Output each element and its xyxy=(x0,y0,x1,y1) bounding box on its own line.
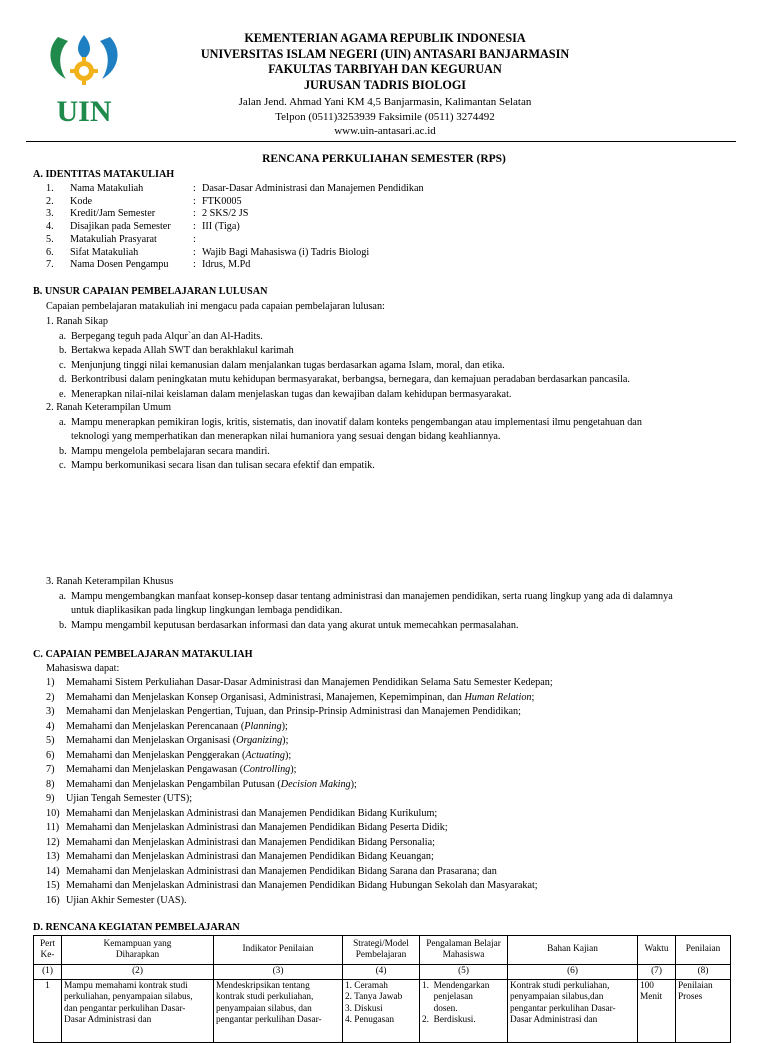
table-header-cell xyxy=(420,936,508,965)
course-outcome-term: Decision Making xyxy=(280,778,351,790)
table-row-cell xyxy=(420,979,508,1042)
table-cell-line: penjelasan xyxy=(422,992,473,1002)
course-outcome-text xyxy=(66,851,434,864)
table-row-cell xyxy=(343,979,420,1042)
identity-value: Dasar-Dasar Administrasi dan Manajemen Pendidikan xyxy=(202,183,424,194)
course-outcome-number: 1) xyxy=(46,677,55,688)
table-cell-line: pengantar perkulihan Dasar- xyxy=(216,1015,322,1025)
identity-label: Kode xyxy=(70,195,93,207)
course-outcome-main: Memahami dan Menjelaskan Administrasi dan Manajemen Pendidikan Bidang Sarana dan Prasarana; dan xyxy=(66,865,497,877)
outcome-item-text: Bertakwa kepada Allah SWT dan berakhlakul karimah xyxy=(71,345,294,357)
table-column-number: (6) xyxy=(508,965,638,980)
table-header-cell xyxy=(638,936,676,965)
course-outcome-number: 11) xyxy=(46,822,60,833)
table-column-number: (5) xyxy=(420,965,508,980)
letterhead-line: UNIVERSITAS ISLAM NEGERI (UIN) ANTASARI BANJARMASIN xyxy=(200,46,570,61)
identity-number: 3. xyxy=(46,208,54,220)
outcome-item-marker: c. xyxy=(59,460,67,472)
logo-green-arc xyxy=(50,37,68,79)
outcome-group-title: 1. Ranah Sikap xyxy=(46,316,108,327)
table-cell-line: pengantar perkulihan Dasar- xyxy=(510,1003,616,1014)
table-cell-line: 2. Tanya Jawab xyxy=(345,992,403,1002)
course-outcome-number: 4) xyxy=(46,720,55,732)
table-column-number: (8) xyxy=(676,965,731,980)
table-cell-line: Mendeskripsikan tentang xyxy=(216,980,310,991)
course-outcome-number: 12) xyxy=(46,836,60,848)
course-outcome-number: 3) xyxy=(46,706,55,717)
address-line: Jalan Jend. Ahmad Yani KM 4,5 Banjarmasin, Kalimantan Selatan xyxy=(238,96,532,108)
course-outcome-number: 9) xyxy=(46,793,55,804)
course-outcome-number: 6) xyxy=(46,749,55,761)
identity-separator: : xyxy=(193,183,196,194)
course-outcome-main: Memahami Sistem Perkuliahan Dasar-Dasar Administrasi dan Manajemen Pendidikan Selama Satu Semester Kedepan; xyxy=(66,677,553,688)
identity-label: Nama Matakuliah xyxy=(70,183,144,194)
course-outcome-text xyxy=(66,822,448,835)
outcome-item-marker: b. xyxy=(59,345,67,357)
website-line: www.uin-antasari.ac.id xyxy=(334,125,436,137)
course-outcome-term: Organizing xyxy=(236,735,283,746)
table-cell-line: kontrak studi perkuliahan, xyxy=(216,992,314,1002)
outcome-item-text: Mampu berkomunikasi secara lisan dan tulisan secara efektif dan empatik. xyxy=(71,460,375,472)
table-cell-line: penyampaian silabus,dan xyxy=(510,992,604,1002)
table-header-line: Ke- xyxy=(40,950,55,960)
identity-value: FTK0005 xyxy=(202,195,242,207)
section-b-heading: B. UNSUR CAPAIAN PEMBELAJARAN LULUSAN xyxy=(33,286,268,297)
table-row-cell xyxy=(214,979,343,1042)
section-c-heading: C. CAPAIAN PEMBELAJARAN MATAKULIAH xyxy=(33,649,253,660)
table-cell-line: dosen. xyxy=(422,1003,458,1014)
course-outcome-number: 13) xyxy=(46,851,60,862)
identity-value: Wajib Bagi Mahasiswa (i) Tadris Biologi xyxy=(202,246,370,258)
logo-gold-star xyxy=(70,57,98,85)
table-column-number: (3) xyxy=(214,965,343,980)
course-outcome-number: 15) xyxy=(46,880,60,891)
table-cell-line: Dasar Administrasi dan xyxy=(64,1015,152,1025)
outcome-item-text: teknologi yang memperhatikan dan menerapkan nilai humaniora yang sesuai dengan bidang keahliannya. xyxy=(71,431,501,443)
course-outcome-main: Memahami dan Menjelaskan Administrasi dan Manajemen Pendidikan Bidang Peserta Didik; xyxy=(66,822,448,833)
table-row-cell xyxy=(676,979,731,1042)
table-cell-line: Kontrak studi perkuliahan, xyxy=(510,980,610,991)
course-outcome-main: Memahami dan Menjelaskan Administrasi dan Manajemen Pendidikan Bidang Keuangan; xyxy=(66,851,434,862)
outcome-group-title: 2. Ranah Keterampilan Umum xyxy=(46,402,172,413)
course-outcome-term: Human Relation xyxy=(464,691,532,703)
outcome-item-text: Menjunjung tinggi nilai kemanusian dalam menjalankan tugas berdasarkan agama Islam, moral, dan etika. xyxy=(71,359,505,371)
course-outcome-suffix: ); xyxy=(350,778,357,790)
course-outcome-text xyxy=(66,793,192,806)
table-header-cell xyxy=(676,936,731,965)
table-header-line: Bahan Kajian xyxy=(547,944,598,955)
letterhead xyxy=(150,31,620,139)
table-header-cell xyxy=(343,936,420,965)
identity-separator: : xyxy=(193,259,196,271)
uin-logo xyxy=(36,29,132,125)
course-outcome-text xyxy=(66,808,437,821)
table-cell-line: Mampu memahami kontrak studi xyxy=(64,980,188,991)
table-header-line: Waktu xyxy=(644,944,669,955)
identity-separator: : xyxy=(193,195,196,207)
course-outcome-main: Memahami dan Menjelaskan Pengambilan Putusan ( xyxy=(66,778,281,790)
table-column-number: (4) xyxy=(343,965,420,980)
table-cell-line: 1. Mendengarkan xyxy=(422,980,490,991)
identity-number: 7. xyxy=(46,259,54,271)
table-column-number: (7) xyxy=(638,965,676,980)
identity-number: 5. xyxy=(46,233,54,245)
section-a-heading: A. IDENTITAS MATAKULIAH xyxy=(33,169,175,180)
table-cell-line: 4. Penugasan xyxy=(345,1015,395,1025)
table-header-line: Mahasiswa xyxy=(442,950,485,960)
course-outcome-text xyxy=(66,677,553,690)
course-outcome-text xyxy=(66,895,187,908)
course-outcome-text xyxy=(66,750,291,763)
identity-value: III (Tiga) xyxy=(202,221,240,233)
course-outcome-number: 16) xyxy=(46,894,60,906)
outcome-item-text: untuk diaplikasikan pada lingkup lingkungan lembaga pendidikan. xyxy=(71,605,343,617)
course-outcome-main: Memahami dan Menjelaskan Pengawasan ( xyxy=(66,764,244,775)
identity-separator: : xyxy=(193,233,196,245)
identity-number: 4. xyxy=(46,221,54,233)
course-outcome-suffix: ); xyxy=(284,749,292,761)
outcome-item-text: Mampu mengembangkan manfaat konsep-konsep dasar tentang administrasi dan manajemen pendidikan, serta ruang lingkup yang ada di dalamnya xyxy=(71,590,673,602)
letterhead-line: FAKULTAS TARBIYAH DAN KEGURUAN xyxy=(268,62,502,76)
course-outcome-term: Actuating xyxy=(245,749,285,761)
table-header-line: Kemampuan yang xyxy=(103,938,172,949)
course-outcome-number: 10) xyxy=(46,807,60,819)
table-column-number: (1) xyxy=(34,965,62,980)
course-outcome-text xyxy=(66,692,534,705)
course-outcome-text xyxy=(66,721,288,734)
table-row-cell xyxy=(62,979,214,1042)
outcome-item-marker: e. xyxy=(59,389,67,400)
course-outcome-main: Memahami dan Menjelaskan Perencanaan ( xyxy=(66,720,245,732)
outcome-group-title: 3. Ranah Keterampilan Khusus xyxy=(46,576,174,587)
identity-value: 2 SKS/2 JS xyxy=(202,208,249,220)
table-header-line: Indikator Penilaian xyxy=(242,944,314,955)
course-outcome-term: Controlling xyxy=(243,764,291,775)
table-cell-line: Menit xyxy=(640,992,663,1002)
course-outcome-number: 2) xyxy=(46,691,55,703)
identity-separator: : xyxy=(193,221,196,233)
table-row-cell xyxy=(638,979,676,1042)
outcome-item-marker: b. xyxy=(59,445,67,457)
letterhead-line: KEMENTERIAN AGAMA REPUBLIK INDONESIA xyxy=(244,31,526,45)
table-cell-line: 1. Ceramah xyxy=(345,980,388,991)
letterhead-line: JURUSAN TADRIS BIOLOGI xyxy=(303,77,467,92)
outcome-item-text: Berkontribusi dalam peningkatan mutu kehidupan bermasyarakat, berbangsa, bernegara, dan kemajuan peradaban berdasarkan pancasila. xyxy=(71,374,630,386)
course-outcome-number: 8) xyxy=(46,778,55,790)
logo-blue-drop xyxy=(78,35,90,59)
table-header-line: Penilaian xyxy=(685,944,721,955)
table-header-line: Diharapkan xyxy=(115,950,160,960)
course-outcome-main: Ujian Akhir Semester (UAS). xyxy=(66,894,187,906)
table-cell-line: 100 xyxy=(640,980,654,991)
course-outcome-suffix: ); xyxy=(282,735,289,746)
table-header-cell xyxy=(508,936,638,965)
table-row-cell xyxy=(508,979,638,1042)
logo-text: UIN xyxy=(56,95,112,125)
table-header-cell xyxy=(62,936,214,965)
course-outcome-text xyxy=(66,764,297,777)
identity-separator: : xyxy=(193,246,196,258)
table-column-number: (2) xyxy=(62,965,214,980)
course-outcome-number: 14) xyxy=(46,865,60,877)
course-outcome-main: Memahami dan Menjelaskan Organisasi ( xyxy=(66,735,237,746)
header-divider xyxy=(26,141,736,142)
outcome-item-text: Berpegang teguh pada Alqur`an dan Al-Hadits. xyxy=(71,330,263,342)
course-outcome-text xyxy=(66,837,435,850)
course-outcome-text xyxy=(66,735,288,748)
identity-label: Nama Dosen Pengampu xyxy=(70,259,169,271)
outcome-item-marker: a. xyxy=(59,416,67,428)
table-cell-line: 1 xyxy=(45,980,50,991)
outcome-item-text: Mampu mengelola pembelajaran secara mandiri. xyxy=(71,445,270,457)
table-header-line: Pert xyxy=(40,938,55,949)
table-header-cell xyxy=(214,936,343,965)
table-header-cell xyxy=(34,936,62,965)
course-outcome-main: Memahami dan Menjelaskan Administrasi dan Manajemen Pendidikan Bidang Personalia; xyxy=(66,836,435,848)
identity-label: Kredit/Jam Semester xyxy=(70,208,156,220)
outcome-item-text: Mampu mengambil keputusan berdasarkan informasi dan data yang akurat untuk memecahkan permasalahan. xyxy=(71,619,519,631)
course-outcome-text xyxy=(66,779,357,792)
course-outcome-main: Memahami dan Menjelaskan Administrasi dan Manajemen Pendidikan Bidang Kurikulum; xyxy=(66,807,438,819)
table-cell-line: Proses xyxy=(678,992,703,1002)
course-outcome-main: Memahami dan Menjelaskan Administrasi dan Manajemen Pendidikan Bidang Hubungan Sekolah dan Masyarakat; xyxy=(66,880,538,891)
course-outcome-number: 7) xyxy=(46,764,55,775)
course-outcome-text xyxy=(66,880,538,893)
identity-value: Idrus, M.Pd xyxy=(202,259,251,271)
outcome-item-marker: b. xyxy=(59,619,67,631)
identity-number: 1. xyxy=(46,183,54,194)
section-c-intro: Mahasiswa dapat: xyxy=(46,663,120,674)
table-header-line: Pengalaman Belajar xyxy=(426,938,501,949)
section-d-heading: D. RENCANA KEGIATAN PEMBELAJARAN xyxy=(33,922,240,933)
identity-label: Matakuliah Prasyarat xyxy=(70,233,157,245)
table-cell-line: 2. Berdiskusi. xyxy=(422,1015,476,1025)
identity-separator: : xyxy=(193,208,196,220)
phone-line: Telpon (0511)3253939 Faksimile (0511) 3274492 xyxy=(275,110,495,123)
outcome-item-marker: c. xyxy=(59,359,67,371)
table-cell-line: penyampaian silabus, dan xyxy=(216,1003,312,1014)
table-cell-line: 3. Diskusi xyxy=(345,1003,383,1014)
identity-number: 2. xyxy=(46,195,54,207)
section-b-intro: Capaian pembelajaran matakuliah ini mengacu pada capaian pembelajaran lulusan: xyxy=(46,301,385,312)
document-title: RENCANA PERKULIAHAN SEMESTER (RPS) xyxy=(262,153,506,165)
course-outcome-text xyxy=(66,866,497,879)
course-outcome-term: Planning xyxy=(244,720,282,732)
outcome-item-marker: d. xyxy=(59,374,67,386)
course-outcome-main: Ujian Tengah Semester (UTS); xyxy=(66,793,193,804)
table-header-line: Pembelajaran xyxy=(355,950,407,960)
outcome-item-marker: a. xyxy=(59,330,67,342)
course-outcome-suffix: ); xyxy=(290,764,297,775)
table-row-cell xyxy=(34,979,62,1042)
course-outcome-text xyxy=(66,706,521,719)
course-outcome-main: Memahami dan Menjelaskan Penggerakan ( xyxy=(66,749,246,761)
table-cell-line: Dasar Administrasi dan xyxy=(510,1015,598,1025)
course-outcome-main: Memahami dan Menjelaskan Konsep Organisasi, Administrasi, Manajemen, Kepemimpinan, dan xyxy=(66,691,465,703)
course-outcome-main: Memahami dan Menjelaskan Pengertian, Tujuan, dan Prinsip-Prinsip Administrasi dan Manajemen Pendidikan; xyxy=(66,706,521,717)
outcome-item-text: Menerapkan nilai-nilai keislaman dalam menjelaskan tugas dan kewajiban dalam kehidupan bermasyarakat. xyxy=(71,389,512,400)
table-cell-line: Penilaian xyxy=(678,980,713,991)
identity-number: 6. xyxy=(46,246,54,258)
logo-blue-arc xyxy=(100,37,118,79)
course-outcome-suffix: ; xyxy=(531,691,535,703)
table-header-line: Strategi/Model xyxy=(353,938,409,949)
identity-label: Sifat Matakuliah xyxy=(70,246,139,258)
course-outcome-number: 5) xyxy=(46,735,55,746)
outcome-item-marker: a. xyxy=(59,590,67,602)
table-cell-line: perkuliahan, penyampaian silabus, xyxy=(64,992,193,1002)
table-cell-line: dan pengantar perkulihan Dasar- xyxy=(64,1003,186,1014)
course-outcome-suffix: ); xyxy=(281,720,288,732)
learning-plan-table xyxy=(33,935,731,1043)
outcome-item-text: Mampu menerapkan pemikiran logis, kritis, sistematis, dan inovatif dalam konteks pengembangan atau implementasi ilmu pengetahuan dan xyxy=(71,416,642,428)
identity-label: Disajikan pada Semester xyxy=(70,221,171,233)
